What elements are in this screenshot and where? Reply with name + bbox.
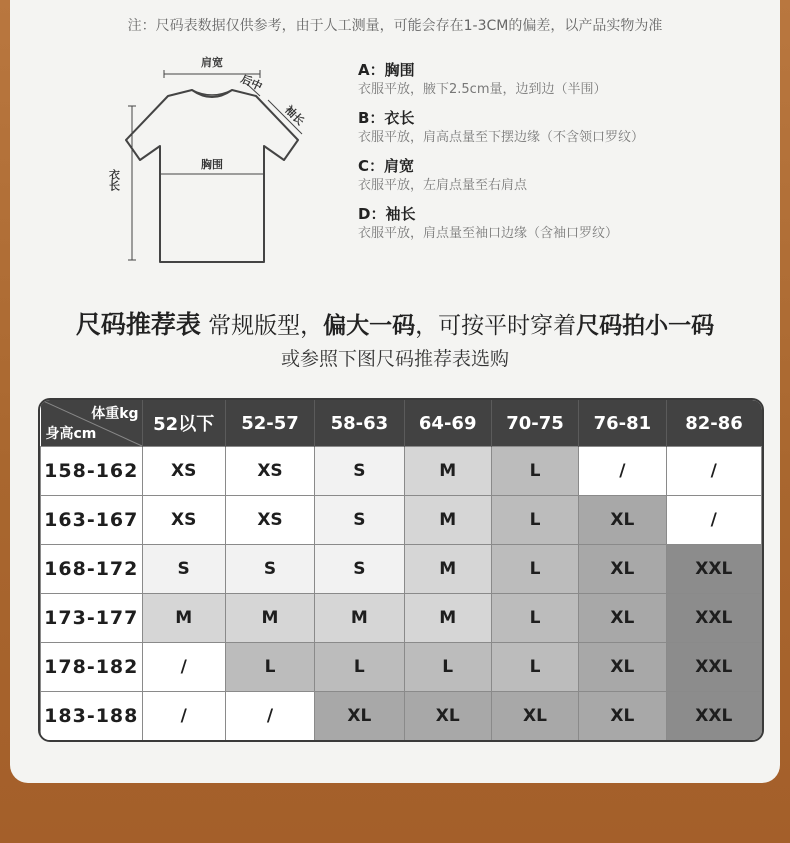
recommend-heading <box>10 305 780 341</box>
measurement-title: D：袖长 <box>358 205 416 223</box>
shoulder-label: 肩宽 <box>201 56 223 69</box>
corner-weight-label: 体重kg <box>91 406 139 422</box>
size-cell: XXL <box>666 545 761 594</box>
size-cell: L <box>225 643 314 692</box>
measurement-item <box>358 108 758 148</box>
size-cell: M <box>404 545 491 594</box>
measurement-title: C：肩宽 <box>358 157 415 175</box>
size-cell: L <box>315 643 404 692</box>
height-range-label: 183-188 <box>41 692 143 741</box>
table-row <box>41 496 762 545</box>
tshirt-diagram <box>102 50 322 280</box>
size-cell: L <box>404 643 491 692</box>
table-row <box>41 447 762 496</box>
height-range-label: 158-162 <box>41 447 143 496</box>
recommend-part1: 常规版型， <box>208 313 324 339</box>
size-cell: XXL <box>666 692 761 741</box>
back-center-label: 后中 <box>238 72 265 94</box>
measurement-title: A：胸围 <box>358 61 415 79</box>
weight-header: 52以下 <box>142 400 225 447</box>
size-cell: / <box>579 447 666 496</box>
measurement-desc: 衣服平放，左肩点量至右肩点 <box>358 178 528 193</box>
size-cell: / <box>142 692 225 741</box>
size-cell: XL <box>579 594 666 643</box>
size-cell: XL <box>404 692 491 741</box>
table-row <box>41 643 762 692</box>
size-cell: S <box>315 545 404 594</box>
size-cell: XL <box>579 545 666 594</box>
size-recommendation-table <box>38 398 764 742</box>
size-cell: XL <box>579 496 666 545</box>
length-label: 衣长 <box>107 169 121 191</box>
recommend-part3: ，可按平时穿着 <box>415 313 577 339</box>
size-cell: / <box>666 447 761 496</box>
corner-height-label: 身高cm <box>45 426 97 442</box>
size-cell: M <box>404 594 491 643</box>
size-cell: XS <box>142 496 225 545</box>
table-row <box>41 594 762 643</box>
measurement-item <box>358 60 758 100</box>
size-cell: L <box>491 496 578 545</box>
size-cell: XXL <box>666 594 761 643</box>
size-cell: XS <box>225 496 314 545</box>
measurement-guide <box>358 60 758 252</box>
weight-header: 82-86 <box>666 400 761 447</box>
size-cell: M <box>142 594 225 643</box>
size-cell: XS <box>142 447 225 496</box>
recommend-part4: 尺码拍小一码 <box>576 313 715 339</box>
size-cell: XL <box>579 643 666 692</box>
height-range-label: 168-172 <box>41 545 143 594</box>
recommend-subline: 或参照下图尺码推荐表选购 <box>280 348 509 370</box>
sleeve-label: 袖长 <box>282 103 307 128</box>
size-cell: XL <box>491 692 578 741</box>
size-cell: L <box>491 643 578 692</box>
size-cell: / <box>666 496 761 545</box>
measurement-title: B：衣长 <box>358 109 415 127</box>
size-cell: S <box>142 545 225 594</box>
recommend-part2: 偏大一码 <box>323 313 416 339</box>
weight-header: 76-81 <box>579 400 666 447</box>
size-cell: L <box>491 594 578 643</box>
recommend-title: 尺码推荐表 <box>75 310 201 339</box>
weight-header: 64-69 <box>404 400 491 447</box>
table-row <box>41 545 762 594</box>
measurement-desc: 衣服平放，肩点量至袖口边缘（含袖口罗纹） <box>358 226 619 241</box>
size-cell: XS <box>225 447 314 496</box>
size-cell: XL <box>315 692 404 741</box>
measurement-item <box>358 156 758 196</box>
measurement-desc: 衣服平放，腋下2.5cm量，边到边（半围） <box>358 82 607 97</box>
size-cell: S <box>315 447 404 496</box>
chest-label: 胸围 <box>201 158 223 171</box>
height-range-label: 178-182 <box>41 643 143 692</box>
measurement-desc: 衣服平放，肩高点量至下摆边缘（不含领口罗纹） <box>358 130 645 145</box>
size-cell: L <box>491 545 578 594</box>
disclaimer-note: 注：尺码表数据仅供参考，由于人工测量，可能会存在1-3CM的偏差，以产品实物为准 <box>127 18 663 34</box>
size-cell: L <box>491 447 578 496</box>
measurement-item <box>358 204 758 244</box>
size-cell: M <box>404 496 491 545</box>
size-chart-card <box>10 0 780 783</box>
size-cell: XXL <box>666 643 761 692</box>
size-cell: / <box>225 692 314 741</box>
table-row <box>41 692 762 741</box>
weight-header: 58-63 <box>315 400 404 447</box>
height-range-label: 173-177 <box>41 594 143 643</box>
table-header-row <box>41 400 762 447</box>
size-cell: S <box>315 496 404 545</box>
weight-header: 52-57 <box>225 400 314 447</box>
size-cell: M <box>404 447 491 496</box>
size-cell: XL <box>579 692 666 741</box>
size-cell: S <box>225 545 314 594</box>
size-cell: / <box>142 643 225 692</box>
height-range-label: 163-167 <box>41 496 143 545</box>
size-cell: M <box>315 594 404 643</box>
size-cell: M <box>225 594 314 643</box>
weight-header: 70-75 <box>491 400 578 447</box>
corner-header <box>41 400 143 447</box>
